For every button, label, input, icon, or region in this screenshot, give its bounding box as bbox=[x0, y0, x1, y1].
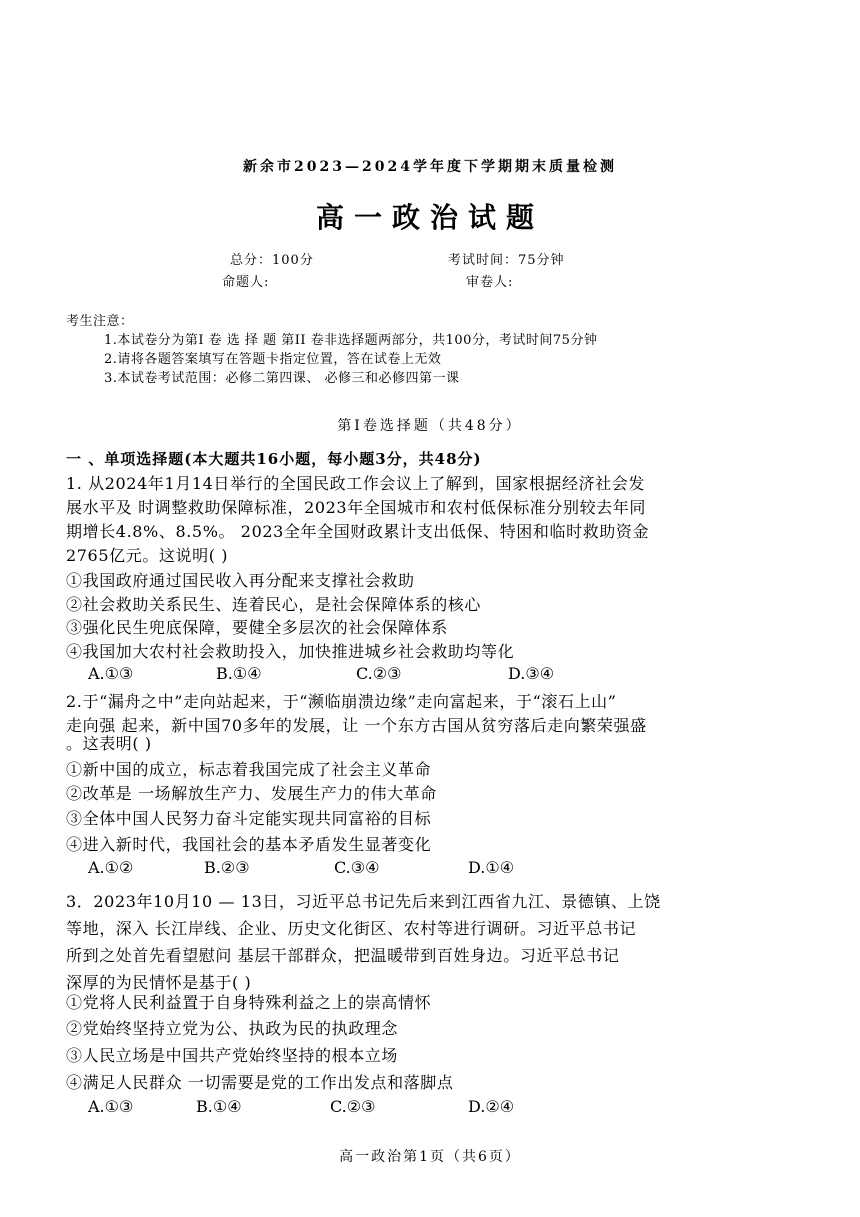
choice-a[interactable]: A.①② bbox=[88, 858, 134, 877]
notice-item: 2.请将各题答案填写在答题卡指定位置，答在试卷上无效 bbox=[104, 352, 442, 367]
choice-b[interactable]: B.①④ bbox=[196, 1097, 242, 1116]
question-3-option: ①党将人民利益置于自身特殊利益之上的崇高情怀 bbox=[66, 993, 432, 1012]
choice-a[interactable]: A.①③ bbox=[88, 664, 134, 683]
choice-d[interactable]: D.③④ bbox=[508, 664, 555, 683]
section-title: 第I卷选择题（共48分） bbox=[337, 418, 523, 434]
exam-title: 高一政治试题 bbox=[315, 201, 544, 234]
stem-line: 等地，深入 长江岸线、企业、历史文化街区、农村等进行调研。习近平总书记 bbox=[66, 919, 637, 938]
stem-line: 期增长4.8%、8.5%。 2023全年全国财政累计支出低保、特困和临时救助资金 bbox=[66, 522, 650, 541]
stem-line: 1. 从2024年1月14日举行的全国民政工作会议上了解到，国家根据经济社会发 bbox=[66, 474, 646, 493]
choice-b[interactable]: B.①④ bbox=[216, 664, 262, 683]
question-3-option: ③人民立场是中国共产党始终坚持的根本立场 bbox=[66, 1046, 399, 1065]
question-1-stem bbox=[66, 472, 649, 568]
question-2-stem bbox=[66, 690, 647, 756]
stem-line: 2765亿元。这说明( ) bbox=[66, 546, 229, 565]
stem-line: 深厚的为民情怀是基于( ) bbox=[66, 973, 252, 992]
question-1-option: ①我国政府通过国民收入再分配来支撑社会救助 bbox=[66, 571, 415, 590]
choice-d[interactable]: D.①④ bbox=[468, 858, 515, 877]
exam-time: 考试时间：75分钟 bbox=[448, 253, 565, 268]
stem-line: 。这表明( ) bbox=[66, 734, 152, 753]
question-3-option: ④满足人民群众 一切需要是党的工作出发点和落脚点 bbox=[66, 1073, 454, 1092]
stem-line: 走向强 起来，新中国70多年的发展，让 一个东方古国从贫穷落后走向繁荣强盛 bbox=[66, 716, 647, 735]
stem-line: 3．2023年10月10 — 13日，习近平总书记先后来到江西省九江、景德镇、上饶 bbox=[66, 892, 661, 911]
question-2-option: ④进入新时代，我国社会的基本矛盾发生显著变化 bbox=[66, 835, 432, 854]
question-2-option: ③全体中国人民努力奋斗定能实现共同富裕的目标 bbox=[66, 809, 432, 828]
question-1-option: ④我国加大农村社会救助投入，加快推进城乡社会救助均等化 bbox=[66, 642, 515, 661]
choice-c[interactable]: C.②③ bbox=[356, 664, 402, 683]
notice-item: 1.本试卷分为第I 卷 选 择 题 第II 卷非选择题两部分，共100分，考试时间75分钟 bbox=[104, 333, 598, 348]
stem-line: 所到之处首先看望慰问 基层干部群众，把温暖带到百姓身边。习近平总书记 bbox=[66, 946, 620, 965]
choice-c[interactable]: C.②③ bbox=[330, 1097, 376, 1116]
choice-c[interactable]: C.③④ bbox=[334, 858, 380, 877]
notice-heading: 考生注意： bbox=[66, 314, 134, 329]
question-3-option: ②党始终坚持立党为公、执政为民的执政理念 bbox=[66, 1019, 399, 1038]
setter-label: 命题人: bbox=[222, 275, 270, 290]
question-3-stem bbox=[66, 888, 661, 996]
stem-line: 2.于“漏舟之中”走向站起来，于“濒临崩溃边缘”走向富起来，于“滚石上山” bbox=[66, 692, 617, 711]
question-1-option: ③强化民生兜底保障，要健全多层次的社会保障体系 bbox=[66, 618, 448, 637]
stem-line: 展水平及 时调整救助保障标准，2023年全国城市和农村低保标准分别较去年同 bbox=[66, 498, 647, 517]
notice-item: 3.本试卷考试范围：必修二第四课、 必修三和必修四第一课 bbox=[104, 371, 460, 386]
question-2-option: ①新中国的成立，标志着我国完成了社会主义革命 bbox=[66, 760, 432, 779]
question-2-option: ②改革是 一场解放生产力、发展生产力的伟大革命 bbox=[66, 784, 437, 803]
reviewer-label: 审卷人: bbox=[466, 275, 514, 290]
choice-b[interactable]: B.②③ bbox=[204, 858, 250, 877]
page-footer: 高一政治第1页（共6页） bbox=[339, 1149, 521, 1165]
total-score: 总分：100分 bbox=[230, 253, 314, 268]
exam-header: 新余市2023—2024学年度下学期期末质量检测 bbox=[243, 159, 617, 175]
choice-a[interactable]: A.①③ bbox=[88, 1097, 134, 1116]
question-1-option: ②社会救助关系民生、连着民心，是社会保障体系的核心 bbox=[66, 595, 482, 614]
choice-d[interactable]: D.②④ bbox=[468, 1097, 515, 1116]
part-title: 一 、单项选择题(本大题共16小题，每小题3分，共48分) bbox=[66, 450, 482, 468]
